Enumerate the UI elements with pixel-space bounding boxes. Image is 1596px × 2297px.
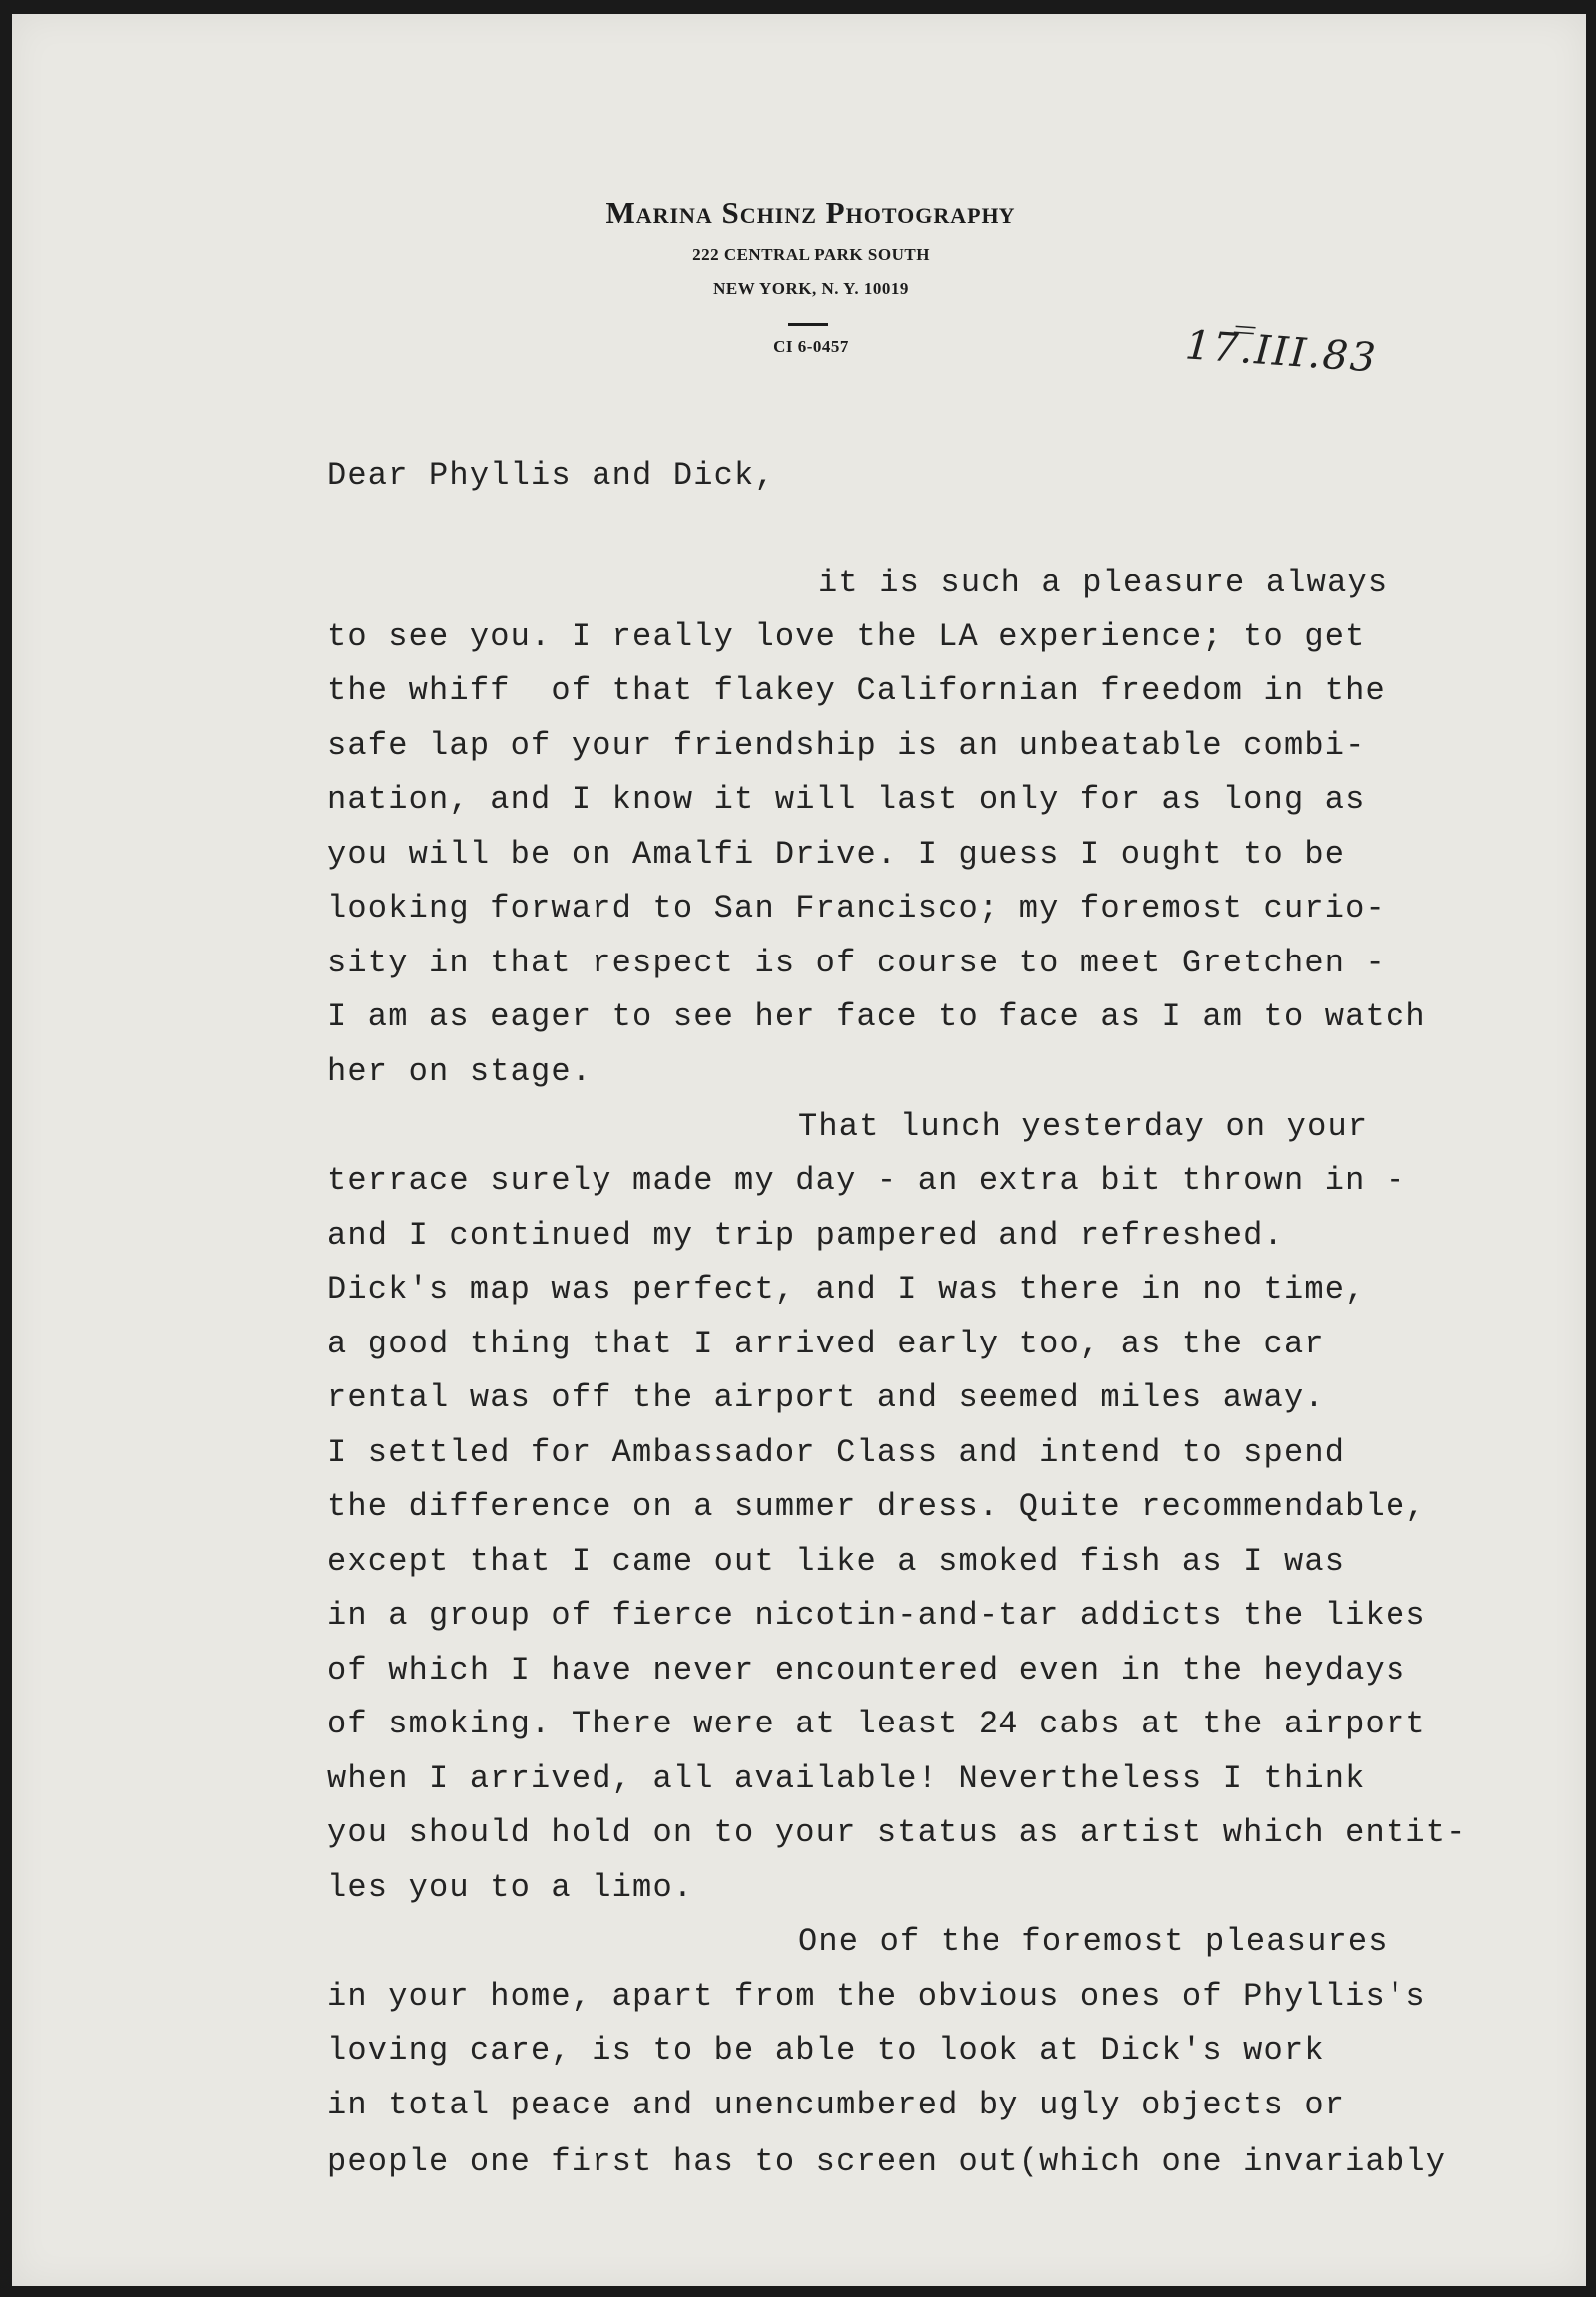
letter-page — [12, 14, 1586, 2286]
handwritten-date: 17.̅̅III.83 — [1183, 322, 1380, 382]
letter-line: in a group of fierce nicotin-and-tar addicts the likes — [327, 1597, 1426, 1634]
letter-line: One of the foremost pleasures — [798, 1923, 1389, 1960]
letter-line: rental was off the airport and seemed miles away. — [327, 1379, 1325, 1416]
letterhead-address-city: NEW YORK, N. Y. 10019 — [713, 279, 909, 298]
letter-line: to see you. I really love the LA experience; to get — [327, 618, 1366, 655]
letter-body — [327, 14, 1584, 2180]
letter-line: it is such a pleasure always — [818, 565, 1389, 601]
letter-line: That lunch yesterday on your — [798, 1108, 1369, 1145]
letter-line: I am as eager to see her face to face as I am to watch — [327, 998, 1426, 1035]
letter-line: the difference on a summer dress. Quite recommendable, — [327, 1488, 1426, 1525]
letter-line: safe lap of your friendship is an unbeatable combi- — [327, 727, 1366, 764]
letter-line: when I arrived, all available! Nevertheless I think — [327, 1760, 1366, 1797]
letter-line: of smoking. There were at least 24 cabs at the airport — [327, 1706, 1426, 1742]
letter-line: a good thing that I arrived early too, as the car — [327, 1326, 1325, 1362]
letter-line: les you to a limo. — [327, 1869, 694, 1906]
letter-line: loving care, is to be able to look at Dick's work — [327, 2032, 1325, 2069]
letter-line: in total peace and unencumbered by ugly objects or — [327, 2087, 1346, 2123]
letterhead-phone: CI 6-0457 — [773, 337, 849, 356]
letter-line: and I continued my trip pampered and refreshed. — [327, 1217, 1284, 1254]
letter-line: terrace surely made my day - an extra bit thrown in - — [327, 1162, 1406, 1199]
letter-line: you should hold on to your status as artist which entit- — [327, 1814, 1467, 1851]
letter-line: in your home, apart from the obvious ones of Phyllis's — [327, 1978, 1426, 2015]
letter-line: nation, and I know it will last only for as long as — [327, 781, 1366, 818]
letter-line: except that I came out like a smoked fish as I was — [327, 1543, 1346, 1580]
letter-line: the whiff of that flakey Californian freedom in the — [327, 672, 1386, 709]
letterhead-name: Marina Schinz Photography — [605, 195, 1016, 230]
letter-line: you will be on Amalfi Drive. I guess I ought to be — [327, 836, 1346, 873]
letter-line: people one first has to screen out(which one invariably — [327, 2143, 1447, 2180]
letter-line: looking forward to San Francisco; my foremost curio- — [327, 890, 1386, 927]
letter-line: her on stage. — [327, 1053, 593, 1090]
letter-line: sity in that respect is of course to meet Gretchen - — [327, 945, 1386, 981]
letter-line: I settled for Ambassador Class and intend to spend — [327, 1434, 1346, 1471]
salutation: Dear Phyllis and Dick, — [327, 457, 775, 494]
letterhead-address-street: 222 CENTRAL PARK SOUTH — [692, 245, 930, 264]
letter-line: of which I have never encountered even in the heydays — [327, 1652, 1406, 1689]
letter-line: Dick's map was perfect, and I was there in no time, — [327, 1271, 1366, 1308]
